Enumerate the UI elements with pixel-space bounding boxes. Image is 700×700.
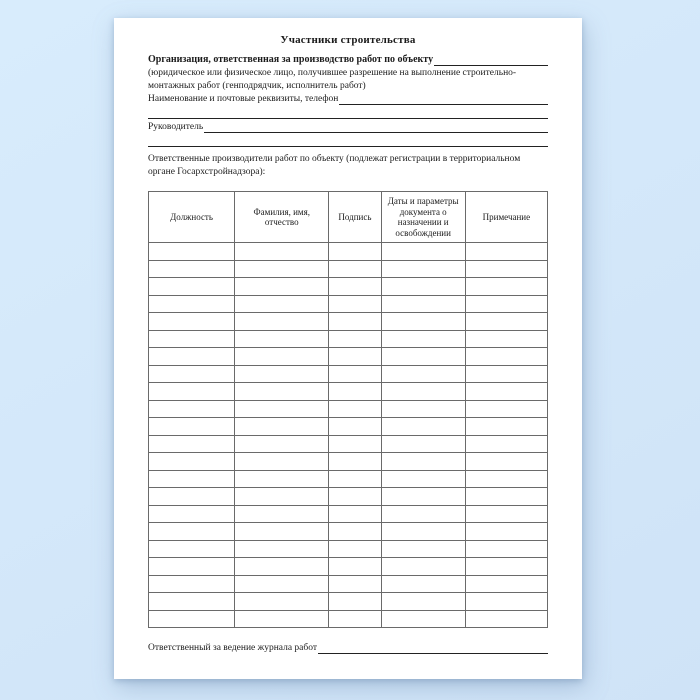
table-row [149,365,548,383]
table-cell [465,383,547,401]
table-row [149,348,548,366]
table-cell [235,610,329,628]
table-row [149,540,548,558]
table-cell [329,575,381,593]
table-cell [329,400,381,418]
table-cell [149,540,235,558]
table-cell [235,313,329,331]
table-cell [235,260,329,278]
org-note [148,67,548,93]
table-cell [235,348,329,366]
table-row [149,523,548,541]
page-title: Участники строительства [280,34,416,46]
table-row [149,435,548,453]
table-cell [149,365,235,383]
table-cell [381,540,465,558]
table-cell [381,400,465,418]
table-cell [465,435,547,453]
head-label: Руководитель [148,122,204,132]
table-row [149,383,548,401]
table-cell [381,523,465,541]
responsibles-table [148,191,548,628]
table-cell [149,418,235,436]
table-cell [149,295,235,313]
table-cell [381,365,465,383]
table-cell [465,313,547,331]
col-header-note: Примечание [465,192,547,243]
table-cell [381,330,465,348]
table-row [149,418,548,436]
table-cell [465,453,547,471]
table-cell [149,383,235,401]
table-cell [235,418,329,436]
table-cell [465,348,547,366]
table-cell [235,435,329,453]
table-cell [381,593,465,611]
document-page [114,18,582,679]
blank-line-head-continued [148,134,548,147]
col-header-appointment-document: Даты и параметры документа о назначении и освобождении [381,192,465,243]
org-blank-line [434,65,548,66]
table-cell [329,348,381,366]
table-cell [465,418,547,436]
table-cell [329,593,381,611]
table-cell [381,610,465,628]
table-cell [149,505,235,523]
table-cell [381,453,465,471]
table-cell [235,400,329,418]
table-cell [381,278,465,296]
head-blank-line [204,132,548,133]
journal-keeper-blank-line [318,653,548,654]
table-cell [465,295,547,313]
table-cell [149,470,235,488]
table-cell [329,365,381,383]
table-row [149,575,548,593]
table-cell [235,470,329,488]
table-cell [235,383,329,401]
table-cell [149,453,235,471]
table-row [149,278,548,296]
table-cell [149,348,235,366]
table-cell [465,365,547,383]
table-cell [381,505,465,523]
table-cell [149,593,235,611]
table-cell [329,295,381,313]
table-cell [381,575,465,593]
table-cell [465,593,547,611]
table-cell [235,540,329,558]
col-header-position: Должность [149,192,235,243]
col-header-full-name: Фамилия, имя, отчество [235,192,329,243]
table-cell [465,558,547,576]
table-cell [329,558,381,576]
table-row [149,470,548,488]
table-cell [329,488,381,506]
table-cell [235,243,329,261]
table-cell [149,313,235,331]
table-cell [149,435,235,453]
requisites-blank-line [339,104,548,105]
table-cell [329,278,381,296]
table-cell [381,488,465,506]
table-row [149,400,548,418]
head-line [148,121,548,134]
table-cell [329,453,381,471]
table-cell [381,348,465,366]
table-row [149,505,548,523]
table-cell [329,610,381,628]
table-cell [149,400,235,418]
table-row [149,488,548,506]
table-cell [329,523,381,541]
table-cell [329,383,381,401]
table-header [149,192,548,243]
table-cell [235,453,329,471]
org-note-line-2: монтажных работ (генподрядчик, исполнитель работ) [148,81,366,91]
responsible-paragraph: Ответственные производители работ по объекту (подлежат регистрации в территориальном органе Госархстройнадзора): [148,154,521,177]
table-cell [329,470,381,488]
blank-line-requisites-continued [148,106,548,119]
table-cell [235,365,329,383]
table-header-row [149,192,548,243]
table-cell [465,278,547,296]
table-cell [465,505,547,523]
table-cell [149,330,235,348]
table-cell [235,593,329,611]
table-cell [149,610,235,628]
table-cell [465,243,547,261]
table-cell [149,558,235,576]
table-cell [329,418,381,436]
table-cell [465,523,547,541]
table-cell [465,488,547,506]
table-cell [329,243,381,261]
table-cell [381,243,465,261]
table-cell [381,383,465,401]
table-row [149,453,548,471]
col-header-signature: Подпись [329,192,381,243]
table-cell [465,400,547,418]
table-row [149,313,548,331]
journal-keeper-line [148,642,548,655]
table-cell [235,575,329,593]
org-line-label: Организация, ответственная за производство работ по объекту [148,54,434,65]
table-cell [329,313,381,331]
table-cell [465,610,547,628]
table-row [149,593,548,611]
table-cell [329,435,381,453]
table-cell [381,470,465,488]
table-cell [381,295,465,313]
table-cell [329,260,381,278]
table-cell [329,330,381,348]
table-row [149,610,548,628]
table-row [149,260,548,278]
requisites-line [148,93,548,106]
table-cell [381,435,465,453]
table-cell [149,243,235,261]
table-cell [381,313,465,331]
table-cell [465,540,547,558]
table-cell [381,558,465,576]
table-cell [329,505,381,523]
table-cell [235,505,329,523]
table-cell [329,540,381,558]
table-cell [235,278,329,296]
table-row [149,295,548,313]
requisites-label: Наименование и почтовые реквизиты, телефон [148,94,339,104]
table-cell [149,260,235,278]
table-cell [235,295,329,313]
table-row [149,243,548,261]
table-cell [381,418,465,436]
table-row [149,330,548,348]
table-cell [235,558,329,576]
table-cell [465,260,547,278]
table-cell [235,523,329,541]
table-cell [381,260,465,278]
org-responsible-line [148,53,548,67]
table-body [149,243,548,628]
table-row [149,558,548,576]
table-cell [149,523,235,541]
table-cell [465,470,547,488]
table-cell [149,488,235,506]
table-cell [465,330,547,348]
table-cell [235,330,329,348]
table-cell [235,488,329,506]
table-cell [465,575,547,593]
org-note-line-1: (юридическое или физическое лицо, получившее разрешение на выполнение строительно- [148,68,517,78]
table-cell [149,575,235,593]
table-cell [149,278,235,296]
journal-keeper-label: Ответственный за ведение журнала работ [148,643,317,653]
